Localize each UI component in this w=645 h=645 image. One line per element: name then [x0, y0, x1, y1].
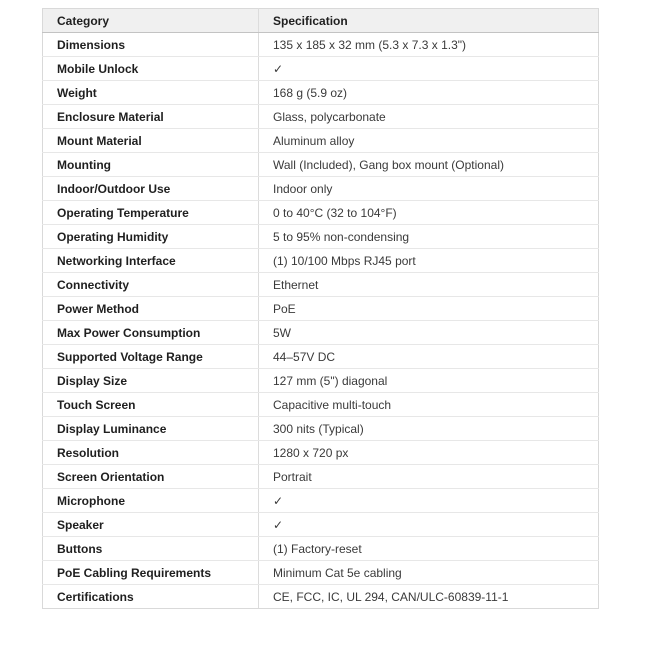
specification-cell: 5W [259, 321, 599, 345]
table-row [43, 153, 599, 177]
specification-cell: 5 to 95% non-condensing [259, 225, 599, 249]
category-cell: Display Size [43, 369, 259, 393]
category-cell: Supported Voltage Range [43, 345, 259, 369]
specification-cell: 135 x 185 x 32 mm (5.3 x 7.3 x 1.3") [259, 33, 599, 57]
specification-cell: 168 g (5.9 oz) [259, 81, 599, 105]
table-row [43, 585, 599, 609]
table-row [43, 369, 599, 393]
specification-cell: CE, FCC, IC, UL 294, CAN/ULC-60839-11-1 [259, 585, 599, 609]
table-row [43, 417, 599, 441]
table-row [43, 177, 599, 201]
specification-cell: PoE [259, 297, 599, 321]
category-cell: Dimensions [43, 33, 259, 57]
category-cell: Display Luminance [43, 417, 259, 441]
table-row [43, 321, 599, 345]
category-cell: PoE Cabling Requirements [43, 561, 259, 585]
category-cell: Connectivity [43, 273, 259, 297]
table-row [43, 393, 599, 417]
specification-cell: ✓ [259, 513, 599, 537]
category-cell: Microphone [43, 489, 259, 513]
category-cell: Speaker [43, 513, 259, 537]
specification-cell: 0 to 40°C (32 to 104°F) [259, 201, 599, 225]
category-cell: Certifications [43, 585, 259, 609]
spec-table-container [42, 8, 598, 609]
table-header-row [43, 9, 599, 33]
specification-cell: Aluminum alloy [259, 129, 599, 153]
specification-cell: ✓ [259, 489, 599, 513]
specification-cell: Ethernet [259, 273, 599, 297]
table-row [43, 465, 599, 489]
table-row [43, 561, 599, 585]
table-row [43, 297, 599, 321]
specification-cell: 44–57V DC [259, 345, 599, 369]
category-cell: Enclosure Material [43, 105, 259, 129]
table-row [43, 249, 599, 273]
specification-cell: 127 mm (5") diagonal [259, 369, 599, 393]
category-cell: Power Method [43, 297, 259, 321]
category-column-header: Category [43, 9, 259, 33]
specification-cell: Portrait [259, 465, 599, 489]
category-cell: Buttons [43, 537, 259, 561]
specification-cell: ✓ [259, 57, 599, 81]
table-row [43, 225, 599, 249]
category-cell: Indoor/Outdoor Use [43, 177, 259, 201]
table-row [43, 345, 599, 369]
table-row [43, 489, 599, 513]
table-row [43, 81, 599, 105]
table-row [43, 441, 599, 465]
table-row [43, 273, 599, 297]
category-cell: Touch Screen [43, 393, 259, 417]
specification-cell: Capacitive multi-touch [259, 393, 599, 417]
specification-column-header: Specification [259, 9, 599, 33]
category-cell: Mobile Unlock [43, 57, 259, 81]
table-row [43, 105, 599, 129]
category-cell: Weight [43, 81, 259, 105]
specification-cell: (1) Factory-reset [259, 537, 599, 561]
category-cell: Networking Interface [43, 249, 259, 273]
category-cell: Mount Material [43, 129, 259, 153]
table-row [43, 201, 599, 225]
category-cell: Screen Orientation [43, 465, 259, 489]
spec-table [42, 8, 599, 609]
specification-cell: Glass, polycarbonate [259, 105, 599, 129]
table-row [43, 129, 599, 153]
category-cell: Operating Humidity [43, 225, 259, 249]
category-cell: Mounting [43, 153, 259, 177]
specification-cell: Minimum Cat 5e cabling [259, 561, 599, 585]
specification-cell: Indoor only [259, 177, 599, 201]
table-row [43, 513, 599, 537]
specification-cell: (1) 10/100 Mbps RJ45 port [259, 249, 599, 273]
category-cell: Resolution [43, 441, 259, 465]
table-row [43, 537, 599, 561]
specification-cell: 1280 x 720 px [259, 441, 599, 465]
category-cell: Max Power Consumption [43, 321, 259, 345]
category-cell: Operating Temperature [43, 201, 259, 225]
table-row [43, 33, 599, 57]
specification-cell: 300 nits (Typical) [259, 417, 599, 441]
specification-cell: Wall (Included), Gang box mount (Optional) [259, 153, 599, 177]
table-row [43, 57, 599, 81]
